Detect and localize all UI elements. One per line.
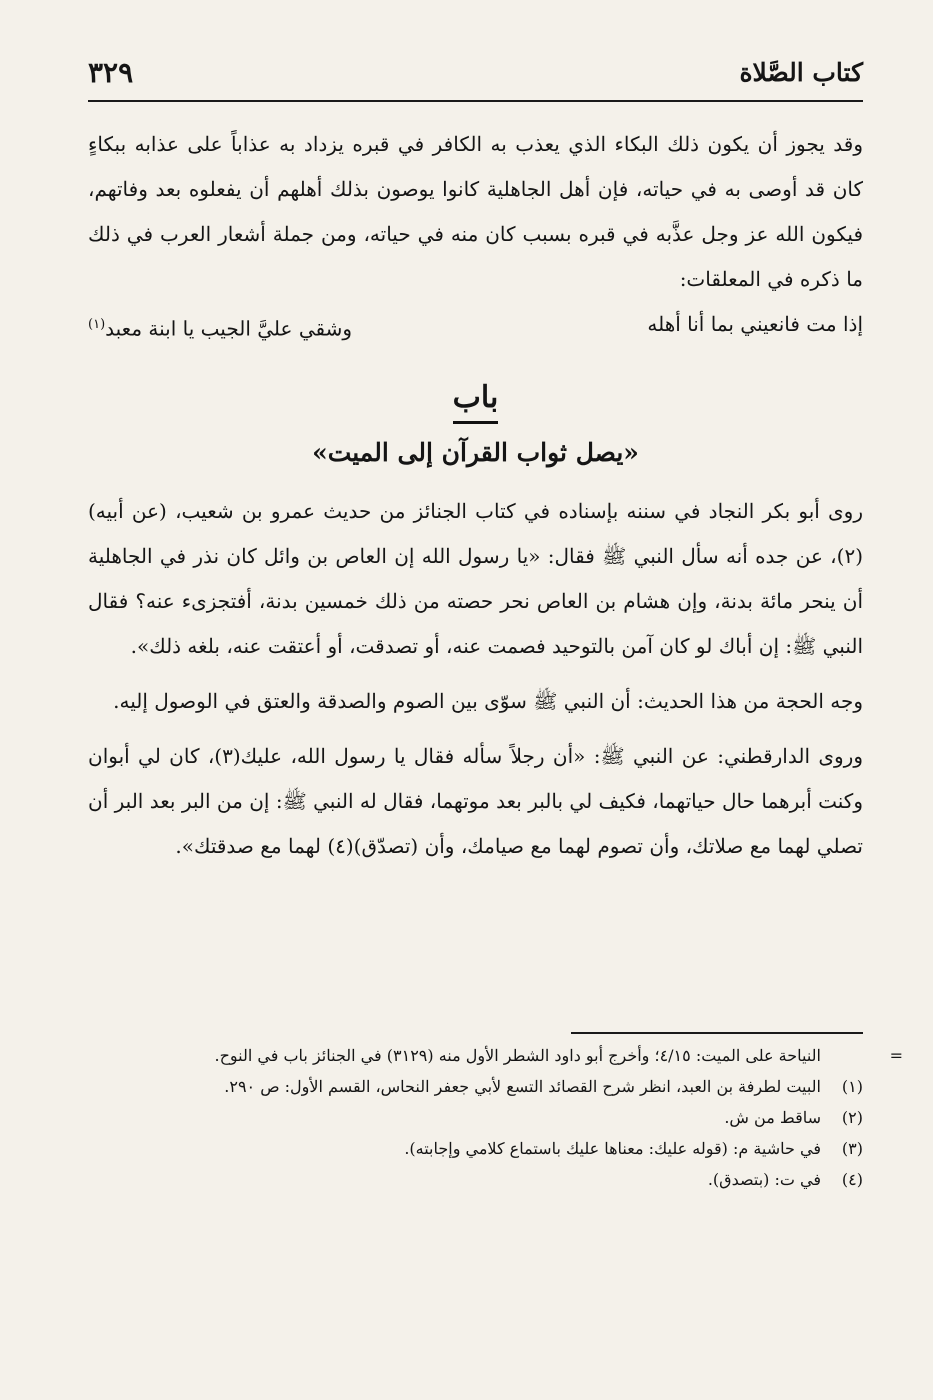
- footnote-number: (٣): [841, 1139, 863, 1158]
- paragraph: روى أبو بكر النجاد في سننه بإسناده في كتاب الجنائز من حديث عمرو بن شعيب، (عن أبيه)(٢)، عن جده أنه سأل النبي ﷺ فقال: «يا رسول الله إن العاص بن وائل كان نذر في الجاهلية أن ينحر مائة بدنة، وإن هشام بن العاص نحر حصته من ذلك خمسين بدنة، أفتجزىء عنه؟ فقال النبي ﷺ: إن أباك لو كان آمن بالتوحيد فصمت عنه، أو تصدقت، أو أعتقت عنه، بلغه ذلك».: [88, 498, 863, 658]
- footnote-continuation: [88, 1040, 903, 1071]
- footnote-item: [88, 1071, 863, 1102]
- footnote-marker: (١): [88, 317, 106, 332]
- footnote-number: (٢): [841, 1108, 863, 1127]
- poetry-verse: [88, 302, 863, 352]
- footnotes: [88, 1040, 903, 1195]
- header-rule: [88, 100, 863, 102]
- footnote-text: في ت: (بتصدق).: [707, 1170, 821, 1189]
- footnote-text: البيت لطرفة بن العبد، انظر شرح القصائد التسع لأبي جعفر النحاس، القسم الأول: ص ٢٩٠.: [224, 1077, 821, 1096]
- chapter-body: [88, 489, 863, 869]
- main-text: [88, 122, 863, 869]
- footnote-item: [88, 1164, 863, 1195]
- paragraph: وروى الدارقطني: عن النبي ﷺ: «أن رجلاً سأله فقال يا رسول الله، عليك(٣)، كان لي أبوان وكنت أبرهما حال حياتهما، فكيف لي بالبر بعد موتهما، فقال له النبي ﷺ: إن من البر بعد البر أن تصلي لهما مع صلاتك، وأن تصوم لهما مع صيامك، وأن (تصدّق)(٤) لهما مع صدقتك».: [88, 743, 863, 858]
- footnote-number: (١): [841, 1077, 863, 1096]
- footnote-item: [88, 1133, 863, 1164]
- page-number: ٣٢٩: [88, 56, 134, 89]
- intro-paragraph: وقد يجوز أن يكون ذلك البكاء الذي يعذب به الكافر في قبره يزداد به عذاباً على عذابه ببكاءٍ كان قد أوصى به في حياته، فإن أهل الجاهلية كانوا يوصون بذلك أهلهم أن يفعلوه بعد وفاتهم، فيكون الله عز وجل عذَّبه في قبره بسبب كان منه في حياته، ومن جملة أشعار العرب في ذلك ما ذكره في المعلقات:: [88, 132, 863, 291]
- verse-second-hemistich: وشقي عليَّ الجيب يا ابنة معبد$^{(١)}$: [88, 316, 353, 341]
- continuation-mark: =: [889, 1046, 903, 1065]
- footnote-continuation-text: النياحة على الميت: ٤/١٥؛ وأخرج أبو داود الشطر الأول منه (٣١٢٩) في الجنائز باب في النوح.: [214, 1046, 821, 1065]
- footnote-separator: [571, 1032, 863, 1034]
- footnote-text: في حاشية م: (قوله عليك: معناها عليك باستماع كلامي وإجابته).: [404, 1139, 821, 1158]
- chapter-label: باب: [453, 380, 499, 424]
- footnote-item: [88, 1102, 863, 1133]
- footnote-text: ساقط من ش.: [724, 1108, 821, 1127]
- running-title: كتاب الصَّلاة: [739, 58, 863, 87]
- chapter-title: «يصل ثواب القرآن إلى الميت»: [312, 437, 639, 467]
- page-header: [88, 58, 863, 98]
- paragraph: وجه الحجة من هذا الحديث: أن النبي ﷺ سوّى بين الصوم والصدقة والعتق في الوصول إليه.: [113, 688, 863, 713]
- verse-first-hemistich: إذا مت فانعيني بما أنا أهله: [647, 312, 863, 336]
- footnote-number: (٤): [841, 1170, 863, 1189]
- chapter-heading: [88, 380, 863, 467]
